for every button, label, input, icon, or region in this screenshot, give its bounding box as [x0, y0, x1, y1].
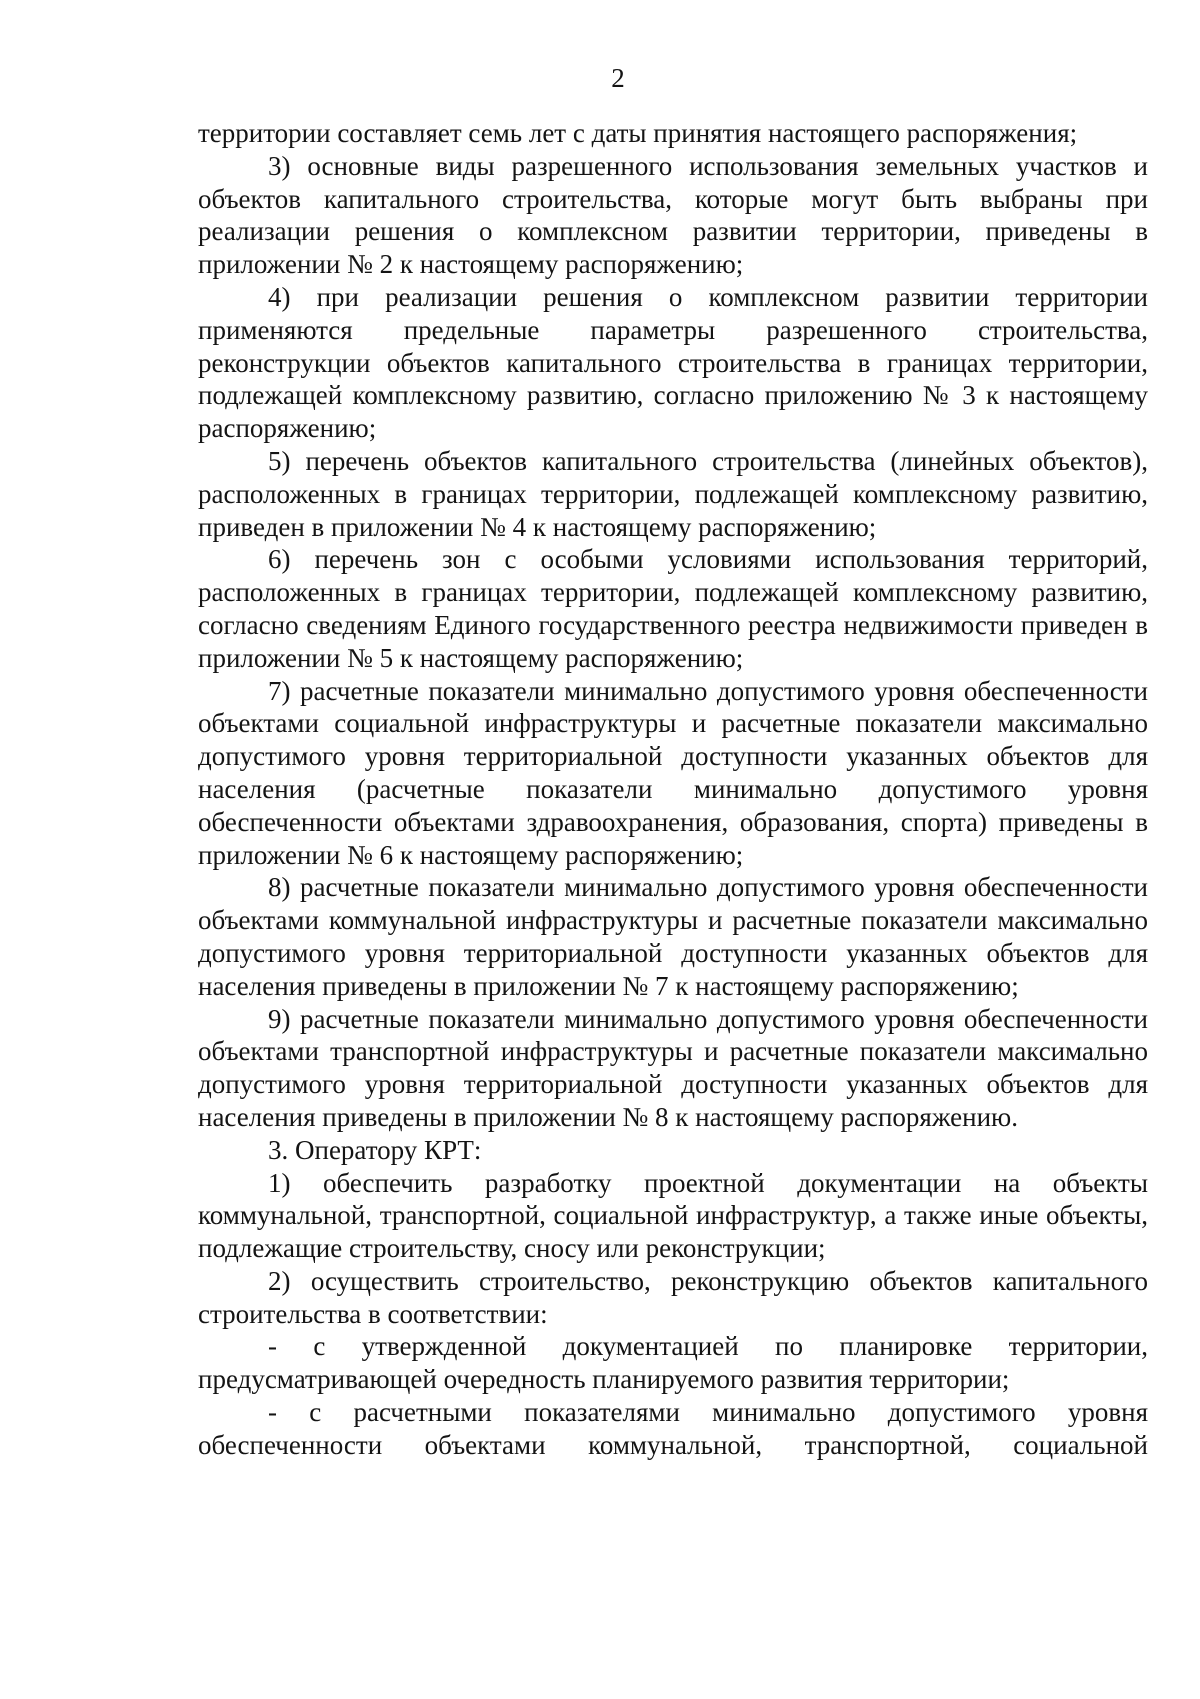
paragraph-item-9: 9) расчетные показатели минимально допустимого уровня обеспеченности объектами транспортной инфраструктуры и расчетные показатели максимально допустимого уровня территориальной доступности указанных объектов для населения приведены в приложении № 8 к настоящему распоряжению. — [198, 1003, 1148, 1132]
section-heading-3: 3. Оператору КРТ: — [268, 1134, 482, 1165]
paragraph-item-7: 7) расчетные показатели минимально допустимого уровня обеспеченности объектами социальной инфраструктуры и расчетные показатели максимально допустимого уровня территориальной доступности указанных объектов для населения (расчетные показатели минимально допустимого уровня обеспеченности объектами здравоохранения, образования, спорта) приведены в приложении № 6 к настоящему распоряжению; — [198, 675, 1148, 870]
paragraph-item-8: 8) расчетные показатели минимально допустимого уровня обеспеченности объектами коммунальной инфраструктуры и расчетные показатели максимально допустимого уровня территориальной доступности указанных объектов для населения приведены в приложении № 7 к настоящему распоряжению; — [198, 872, 1148, 1001]
paragraph-item-3: 3) основные виды разрешенного использования земельных участков и объектов капитального строительства, которые могут быть выбраны при реализации решения о комплексном развитии территории, приведены в приложении № 2 к настоящему распоряжению; — [198, 150, 1148, 280]
page-number: 2 — [611, 63, 625, 93]
paragraph-item-4: 4) при реализации решения о комплексном развитии территории применяются предельные параметры разрешенного строительства, реконструкции объектов капитального строительства в границах территории, подлежащей комплексному развитию, согласно приложению № 3 к настоящему распоряжению; — [198, 281, 1148, 444]
paragraph-dash-item-2: - с расчетными показателями минимально допустимого уровня обеспеченности объектами коммунальной, транспортной, социальной — [198, 1397, 1148, 1460]
paragraph-item-5: 5) перечень объектов капитального строительства (линейных объектов), расположенных в границах территории, подлежащей комплексному развитию, приведен в приложении № 4 к настоящему распоряжению; — [198, 445, 1148, 542]
paragraph-subitem-2: 2) осуществить строительство, реконструкцию объектов капитального строительства в соответствии: — [198, 1265, 1148, 1329]
paragraph-item-6: 6) перечень зон с особыми условиями использования территорий, расположенных в границах территории, подлежащей комплексному развитию, согласно сведениям Единого государственного реестра недвижимости приведен в приложении № 5 к настоящему распоряжению; — [198, 544, 1148, 673]
document-body — [198, 117, 1148, 1462]
paragraph-continuation: территории составляет семь лет с даты принятия настоящего распоряжения; — [198, 118, 1078, 148]
paragraph-subitem-1: 1) обеспечить разработку проектной документации на объекты коммунальной, транспортной, социальной инфраструктур, а также иные объекты, подлежащие строительству, сносу или реконструкции; — [198, 1167, 1148, 1264]
paragraph-dash-item-1: - с утвержденной документацией по планировке территории, предусматривающей очередность планируемого развития территории; — [198, 1331, 1148, 1395]
